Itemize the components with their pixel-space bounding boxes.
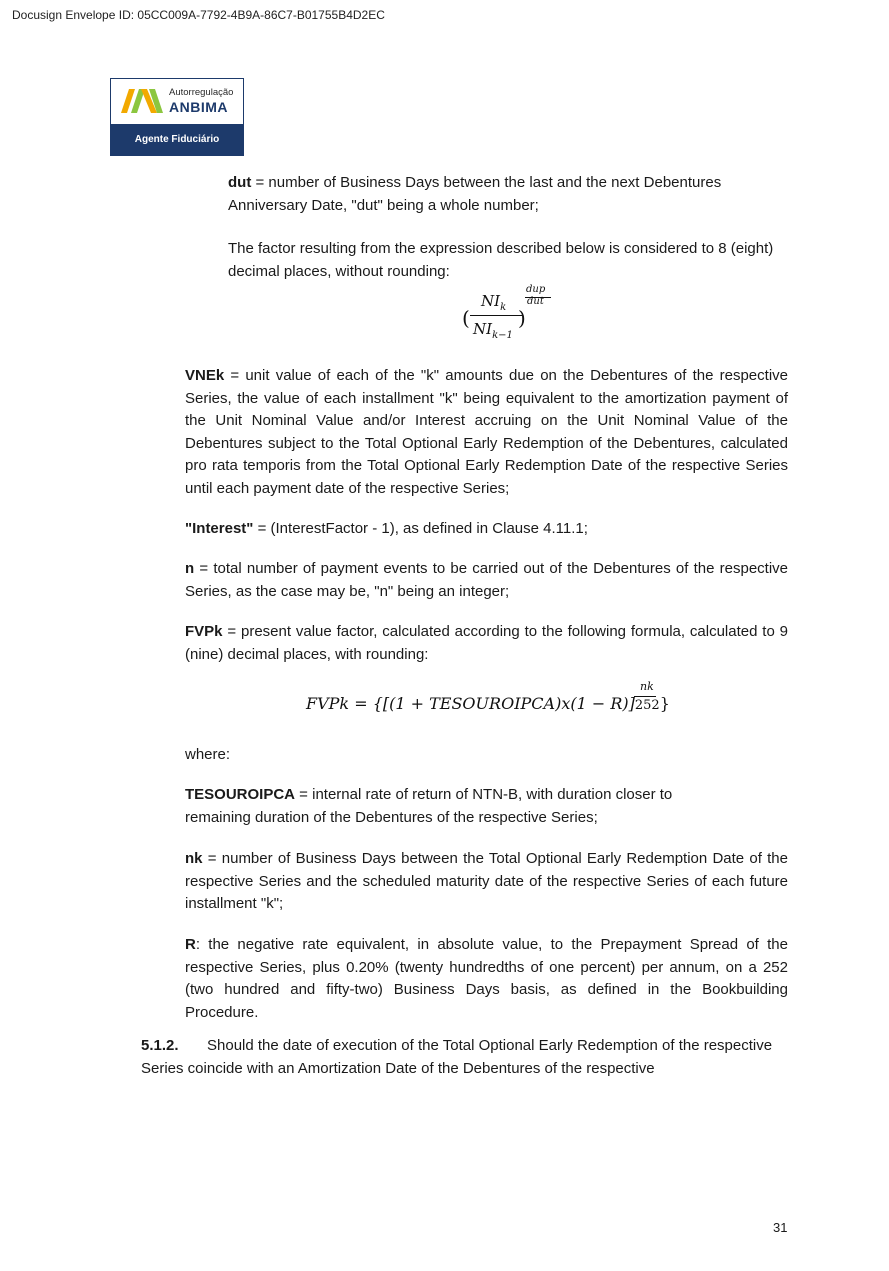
formula-fvpk xyxy=(306,680,670,720)
anbima-logo xyxy=(110,78,244,156)
interest-text: = (InterestFactor - 1), as defined in Clause 4.11.1; xyxy=(253,520,588,537)
envelope-id: Docusign Envelope ID: 05CC009A-7792-4B9A-86C7-B01755B4D2EC xyxy=(12,8,385,22)
fvpk-base: 252 xyxy=(634,698,660,713)
tesouro-line1: = internal rate of return of NTN-B, with duration closer to xyxy=(295,786,673,803)
logo-line2: ANBIMA xyxy=(169,99,228,115)
clause-5-1-2 xyxy=(141,1035,791,1080)
fvpk-term: FVPk xyxy=(185,623,223,640)
nk-term: nk xyxy=(185,850,203,867)
clause-line2: Series coincide with an Amortization Date of the Debentures of the respective xyxy=(141,1059,655,1077)
ni-numerator-sub: k xyxy=(500,302,507,313)
ni-denominator-sub: k−1 xyxy=(492,330,513,341)
factor-line2: decimal places, without rounding: xyxy=(228,262,450,280)
logo-banner: Agente Fiduciário xyxy=(111,124,243,155)
r-text: : the negative rate equivalent, in absolute value, to the Prepayment Spread of the respective Series, plus 0.20% (twenty hundredths of one percent) per annum, on a 252 (two hundred and fifty-two) Business Days basis, as defined in the Bookbuilding Procedure. xyxy=(185,936,788,1021)
clause-number: 5.1.2. xyxy=(141,1037,179,1054)
ni-denominator: NI xyxy=(473,320,493,338)
n-term: n xyxy=(185,560,195,577)
vnek-definition xyxy=(185,365,788,500)
clause-line1: Should the date of execution of the Total Optional Early Redemption of the respective xyxy=(207,1037,773,1054)
tesouro-definition xyxy=(185,784,788,829)
interest-term: "Interest" xyxy=(185,520,254,537)
interest-definition xyxy=(185,518,788,541)
r-definition xyxy=(185,934,788,1024)
exp-dup: dup xyxy=(526,284,546,295)
logo-line1: Autorregulação xyxy=(169,87,234,98)
exp-dut: dut xyxy=(527,296,544,307)
vnek-text: = unit value of each of the "k" amounts due on the Debentures of the respective Series, the value of each installment "k" being equivalent to the amortization payment of the Unit Nominal Value and/or Interest accruing on the Unit Nominal Value of the Debentures subject to the Total Optional Early Redemption of the Debentures, calculated pro rata temporis from the Total Optional Early Redemption Date of the respective Series until each payment date of the respective Series; xyxy=(185,367,788,497)
where-label: where: xyxy=(185,746,231,763)
anbima-mark-icon xyxy=(121,87,163,115)
vnek-term: VNEk xyxy=(185,367,225,384)
dut-definition xyxy=(228,172,798,217)
factor-line1: The factor resulting from the expression described below is considered to 8 (eight) xyxy=(228,240,774,257)
dut-line1: = number of Business Days between the last and the next Debentures xyxy=(251,174,722,191)
r-term: R xyxy=(185,936,196,953)
dut-line2: Anniversary Date, "dut" being a whole number; xyxy=(228,196,539,214)
nk-text: = number of Business Days between the Total Optional Early Redemption Date of the respective Series and the scheduled maturity date of the respective Series of each future installment "k"; xyxy=(185,850,788,912)
formula-ni-ratio: ( $NI_k$ $NI_{k-1}$ ) dup dut xyxy=(462,284,572,348)
page-number: 31 xyxy=(773,1220,788,1235)
ni-numerator: NI xyxy=(481,292,501,310)
tesouro-line2: remaining duration of the Debentures of the respective Series; xyxy=(185,808,598,826)
factor-paragraph xyxy=(228,238,798,283)
fvpk-text: = present value factor, calculated according to the following formula, calculated to 9 (nine) decimal places, with rounding: xyxy=(185,623,788,663)
nk-definition xyxy=(185,848,788,916)
n-text: = total number of payment events to be carried out of the Debentures of the respective Series, as the case may be, "n" being an integer; xyxy=(185,560,788,600)
fvpk-lhs: FVPk = {[(1 + TESOUROIPCA)x(1 − R)] xyxy=(306,694,635,713)
n-definition xyxy=(185,558,788,603)
fvpk-close: } xyxy=(659,694,670,713)
tesouro-term: TESOUROIPCA xyxy=(185,786,296,803)
fvpk-exp: nk xyxy=(640,680,654,693)
fvpk-definition xyxy=(185,621,788,666)
dut-term: dut xyxy=(228,174,252,191)
